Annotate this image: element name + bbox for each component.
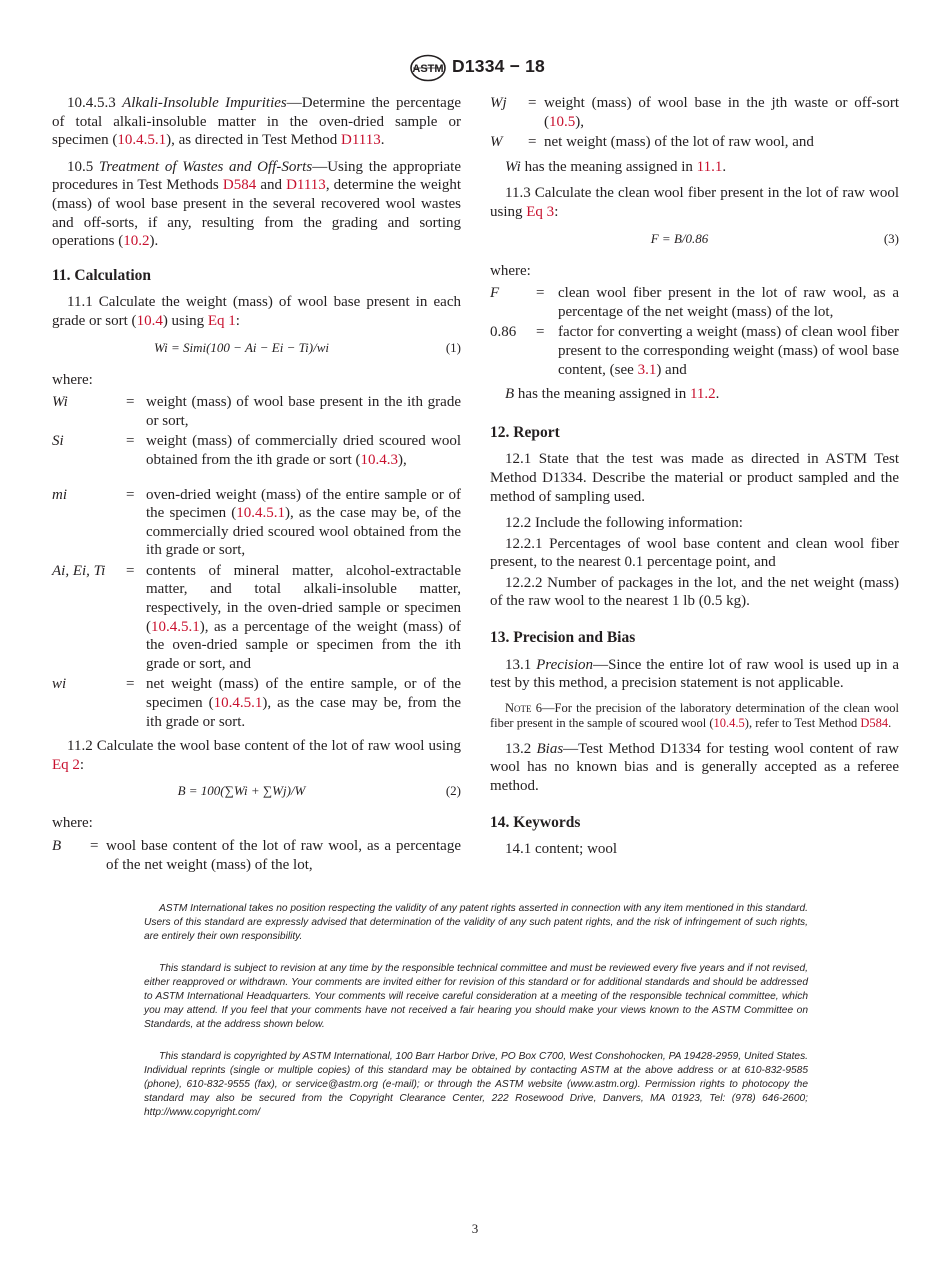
page-number: 3 [471, 1221, 479, 1236]
ref-link[interactable]: 10.4.5.1 [213, 695, 263, 712]
document-designation: D1334 − 18 [452, 56, 545, 76]
ref-link[interactable]: Eq 3 [526, 203, 555, 220]
definition-item: F = clean wool fiber present in the lot of raw wool, as a percentage of the net weight (mass) of the lot, [490, 285, 899, 320]
equation-formula: Wi = Simi(100 − Ai − Ei − Ti)/wi [154, 339, 329, 355]
note-6: Note 6—For the precision of the laboratory determination of the clean wool fiber present in the sample of scoured wool (10.4.5), refer to Test Method D584. [490, 700, 899, 731]
b-meaning: B has the meaning assigned in 11.2. [505, 386, 720, 403]
paragraph-12-1: 12.1 State that the test was made as directed in ASTM Test Method D1334. Describe the material or product sampled and the method of sampling used. [490, 451, 899, 505]
legal-notice-patent: ASTM International takes no position respecting the validity of any patent rights asserted in connection with any item mentioned in this standard. Users of this standard are expressly advised that determination of the validity of any such patent rights, and the risk of infringement of such rights, are entirely their own responsibility. [144, 903, 808, 942]
paragraph-11-1: 11.1 Calculate the weight (mass) of wool base present in each grade or sort (10.4) using Eq 1: [52, 294, 461, 329]
paragraph-10-4-5-3: 10.4.5.3 Alkali-Insoluble Impurities—Determine the percentage of total alkali-insoluble matter in the oven-dried sample or specimen (10.4.5.1), as directed in Test Method D1113. [52, 95, 462, 149]
paragraph-12-2-2: 12.2.2 Number of packages in the lot, and the net weight (mass) of the raw wool to the nearest 1 lb (0.5 kg). [490, 574, 899, 610]
legal-notice-copyright: This standard is copyrighted by ASTM International, 100 Barr Harbor Drive, PO Box C700, West Conshohocken, PA 19428-2959, United States. Individual reprints (single or multiple copies) of this standard may be obtained by contacting ASTM at the above address or at 610-832-9585 (phone), 610-832-9555 (fax), or service@astm.org (e-mail); or through the ASTM website (www.astm.org). Permission rights to photocopy the standard may also be secured from the Copyright Clearance Center, 222 Rosewood Drive, Danvers, MA 01923, Tel: (978) 646-2600; http://www.copyright.com/ [144, 1051, 808, 1118]
definition-item: Si = weight (mass) of commercially dried scoured wool obtained from the ith grade or sort (10.4.3), [52, 433, 461, 468]
where-label: where: [52, 371, 93, 388]
paragraph-13-2: 13.2 Bias—Test Method D1334 for testing wool content of raw wool has no known bias and is generally accepted as a referee method. [490, 740, 899, 795]
where-label: where: [52, 815, 93, 832]
paragraph-13-1: 13.1 Precision—Since the entire lot of raw wool is used up in a test by this method, a precision statement is not applicable. [490, 656, 900, 692]
ref-link[interactable]: 10.4.5.1 [117, 132, 167, 149]
equation-3 [490, 230, 899, 252]
ref-link[interactable]: D1113 [341, 132, 381, 149]
equation-1 [52, 339, 461, 361]
section-heading-calculation: 11. Calculation [52, 266, 152, 284]
ref-link[interactable]: 10.4 [136, 312, 163, 329]
definition-item: mi = oven-dried weight (mass) of the entire sample or of the specimen (10.4.5.1), as the case may be, of the commercially dried scoured wool obtained from the ith grade or sort, [52, 486, 461, 559]
paragraph-12-2: 12.2 Include the following information: [505, 515, 743, 532]
definition-item: wi = net weight (mass) of the entire sample, or of the specimen (10.4.5.1), as the case may be, from the ith grade or sort. [52, 676, 462, 730]
ref-link[interactable]: Eq 1 [207, 312, 236, 329]
equation-number: (2) [445, 783, 461, 799]
left-column [52, 94, 461, 876]
page-header [0, 54, 950, 84]
ref-link[interactable]: 10.4.5.1 [151, 618, 200, 635]
astm-logo-icon [409, 54, 447, 82]
ref-link[interactable]: 10.4.5.1 [236, 505, 286, 522]
paragraph-11-2: 11.2 Calculate the wool base content of the lot of raw wool using Eq 2: [52, 738, 461, 773]
definition-list [52, 393, 461, 731]
paragraph-11-3: 11.3 Calculate the clean wool fiber present in the lot of raw wool using Eq 3: [490, 185, 899, 220]
section-heading-keywords: 14. Keywords [490, 813, 581, 831]
ref-link[interactable]: 11.2 [689, 386, 716, 403]
ref-link[interactable]: 10.4.3 [360, 451, 399, 468]
astm-logo-text: ASTM [412, 63, 444, 75]
ref-link[interactable]: Eq 2 [52, 756, 80, 773]
equation-2 [52, 782, 461, 804]
right-column [490, 94, 899, 867]
ref-link[interactable]: 10.5 [549, 113, 576, 130]
equation-formula: B = 100(∑Wi + ∑Wj)/W [177, 783, 306, 799]
definition-item: B = wool base content of the lot of raw wool, as a percentage of the net weight (mass) of the lot, [52, 838, 461, 873]
ref-link[interactable]: 11.1 [696, 158, 723, 175]
definition-item: W = net weight (mass) of the lot of raw wool, and [490, 134, 814, 151]
where-label: where: [490, 262, 531, 279]
equation-number: (3) [883, 230, 899, 246]
equation-formula: F = B/0.86 [650, 230, 709, 246]
wi-meaning: Wi has the meaning assigned in 11.1. [505, 158, 727, 175]
paragraph-12-2-1: 12.2.1 Percentages of wool base content and clean wool fiber present, to the nearest 0.1 percentage point, and [490, 535, 899, 571]
definition-item: 0.86 = factor for converting a weight (mass) of clean wool fiber present to the corresponding weight (mass) of wool base content, (see 3.1) and [490, 324, 899, 378]
section-heading-precision-bias: 13. Precision and Bias [490, 629, 636, 647]
ref-link[interactable]: D584 [860, 716, 889, 731]
ref-link[interactable]: D1113 [286, 177, 326, 194]
paragraph-14-1: 14.1 content; wool [505, 841, 618, 858]
legal-notice-revision: This standard is subject to revision at any time by the responsible technical committee and must be reviewed every five years and if not revised, either reapproved or withdrawn. Your comments are invited either for revision of this standard or for additional standards and should be addressed to ASTM International Headquarters. Your comments will receive careful consideration at a meeting of the responsible technical committee, which you may attend. If you feel that your comments have not received a fair hearing you should make your views known to the ASTM Committee on Standards, at the address shown below. [144, 963, 808, 1030]
equation-number: (1) [445, 339, 461, 355]
definition-item: Wj = weight (mass) of wool base in the jth waste or off-sort (10.5), [490, 95, 899, 130]
definition-item: Ai, Ei, Ti = contents of mineral matter, alcohol-extractable matter, and total alkali-insoluble matter, respectively, in the oven-dried sample or specimen (10.4.5.1), as a percentage of the weight (mass) of the oven-dried sample or specimen from the ith grade or sort, and [52, 562, 461, 672]
ref-link[interactable]: 3.1 [637, 361, 657, 378]
ref-link[interactable]: D584 [222, 177, 257, 194]
definition-item: Wi = weight (mass) of wool base present in the ith grade or sort, [52, 394, 461, 429]
ref-link[interactable]: 10.2 [123, 233, 150, 250]
section-heading-report: 12. Report [490, 423, 560, 441]
ref-link[interactable]: 10.4.5 [713, 716, 745, 731]
paragraph-10-5: 10.5 Treatment of Wastes and Off-Sorts—Using the appropriate procedures in Test Methods D584 and D1113, determine the weight (mass) of wool base present in the several recovered wool wastes and off-sorts, if any, resulting from the grading and sorting operations (10.2). [52, 158, 461, 250]
